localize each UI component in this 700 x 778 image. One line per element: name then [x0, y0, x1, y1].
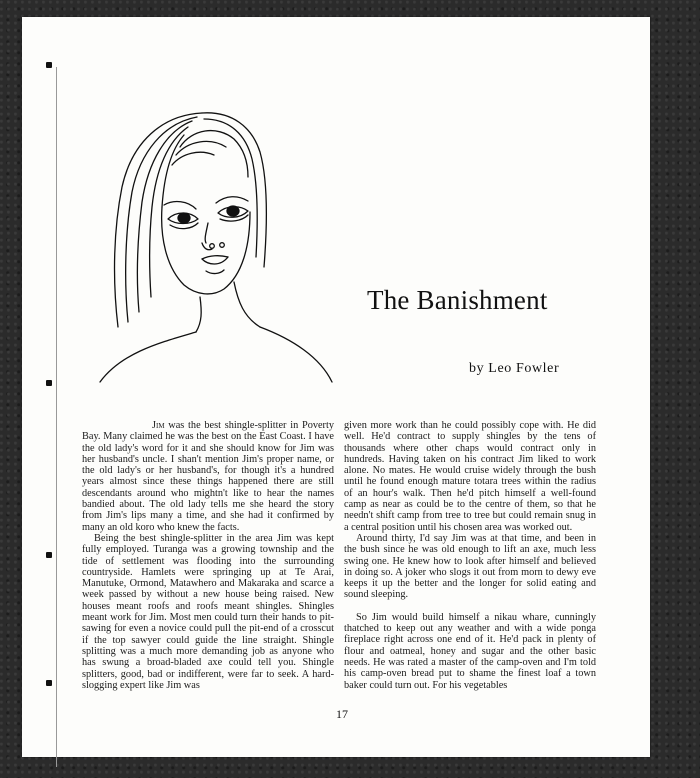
story-title: The Banishment	[367, 285, 548, 315]
gutter-line	[56, 67, 57, 767]
scan-mark	[46, 552, 52, 558]
opening-word: Jim	[152, 420, 165, 431]
paragraph: Around thirty, I'd say Jim was at that time, and been in the bush since he was old enough to lift an axe, much less swing one. He knew how to look after himself and believed in doing so. A joker who slogs it out from morn to dewy eve keeps it up the better and the longer for solid eating and sound sleeping.	[344, 532, 596, 601]
paragraph: So Jim would build himself a nikau whare, cunningly thatched to keep out any weather and with a wide ponga fireplace right across one end of it. He'd pack in plenty of flour and oatmeal, honey and sugar and the other basic needs. He was rated a master of the camp-oven and I'm told his camp-oven bread put to shame the finest loaf a town baker could turn out. For his vegetables	[344, 611, 596, 691]
book-page	[22, 17, 650, 757]
text-column-right	[344, 420, 596, 691]
woman-portrait-illustration	[92, 107, 342, 387]
paragraph-text: was the best shingle-splitter in Poverty Bay. Many claimed he was the best on the East Coast. I have the old lady's word for it and she should know for Jim was her husband's uncle. I shan't mention Jim's proper name, or the old lady's or her husband's, for though it's a hundred years almost since these things happened there are still descendants around who mightn't like to hear the names bandied about. The old lady tells me she heard the story from Jim's lips many a time, and she had it confirmed by many an old koro who knew the facts.	[82, 420, 334, 533]
text-column-left	[82, 420, 334, 691]
scan-mark	[46, 680, 52, 686]
scan-mark	[46, 380, 52, 386]
paragraph	[82, 420, 334, 533]
page-number: 17	[336, 707, 348, 721]
author-byline: by Leo Fowler	[469, 361, 560, 376]
paragraph: Being the best shingle-splitter in the area Jim was kept fully employed. Turanga was a growing township and the tide of settlement was flooding into the surrounding countryside. Hamlets were springing up at Te Arai, Manutuke, Ormond, Matawhero and Makaraka and scarce a week passed by without a new house being raised. New houses meant roofs and roofs meant shingles. Shingles meant work for Jim. Most men could turn their hands to pit-sawing for even a novice could pull the pit-end of a crosscut if the top sawyer could guide the line straight. Shingle splitting was a much more demanding job as anyone who has swung a broad-bladed axe could tell you. Shingle splitters, good, bad or indifferent, were far to seek. A hard-slogging expert like Jim was	[82, 532, 334, 691]
paragraph: given more work than he could possibly cope with. He did well. He'd contract to supply shingles by the tens of thousands where other chaps would contract only in hundreds. Having taken on his contract Jim liked to work alone. No mates. He would cruise widely through the bush until he found enough mature totara trees within the radius of an hour's walk. Then he'd pitch himself a well-found camp as near as could be to the centre of them, so that he needn't shift camp from tree to tree but could remain snug in a central position until his chosen area was worked out.	[344, 420, 596, 533]
scan-mark	[46, 62, 52, 68]
